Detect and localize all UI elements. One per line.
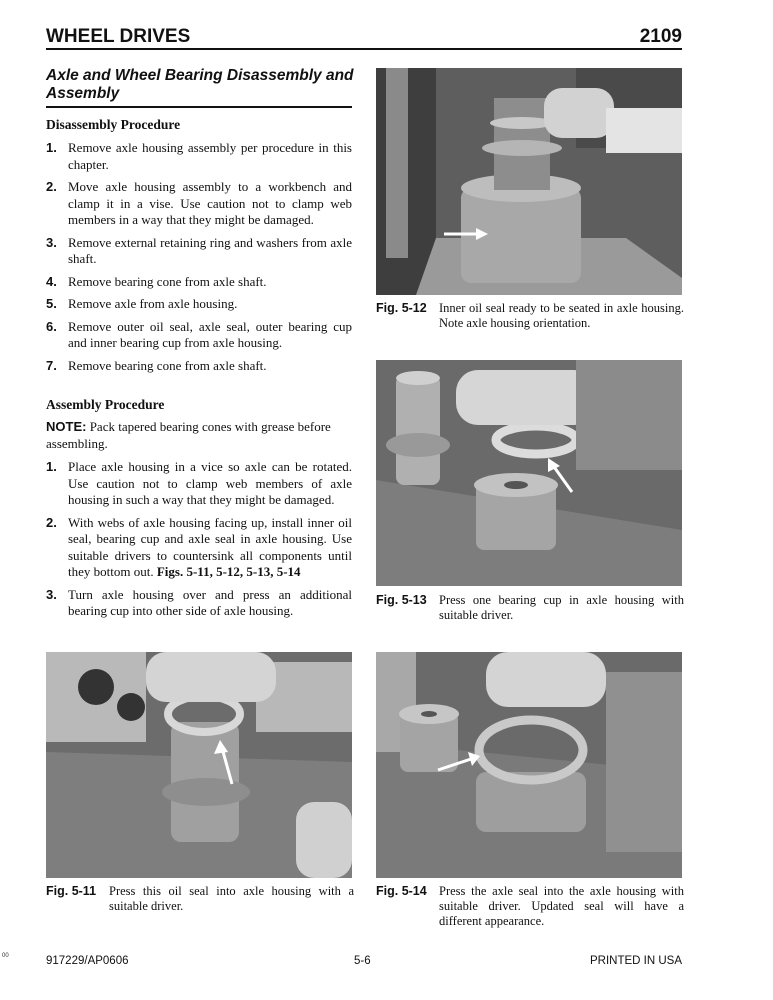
figure-caption: Press the axle seal into the axle housing with suitable driver. Updated seal will have a different appearance. (439, 884, 684, 928)
figure-label: Fig. 5-12 (376, 301, 427, 315)
step-number: 5. (46, 296, 57, 311)
section-title-rule (46, 106, 352, 108)
list-item (46, 459, 352, 509)
caption-fig-5-12 (376, 301, 684, 331)
list-item (46, 319, 352, 352)
list-item (46, 140, 352, 173)
list-item (46, 274, 352, 291)
figure-label: Fig. 5-11 (46, 884, 97, 898)
disassembly-steps (46, 140, 352, 380)
footer-doc-id: 917229/AP0606 (46, 955, 129, 967)
list-item (46, 179, 352, 229)
footer-page-number: 5-6 (354, 955, 371, 967)
step-text: Remove axle from axle housing. (68, 296, 238, 311)
step-text: Remove bearing cone from axle shaft. (68, 357, 267, 373)
step-text: Remove bearing cone from axle shaft. (68, 273, 267, 289)
assembly-steps (46, 459, 352, 626)
caption-fig-5-14 (376, 884, 684, 929)
step-number: 1. (46, 459, 57, 474)
step-text: With webs of axle housing facing up, install inner oil seal, bearing cup and axle seal in axle housing. Use suitable drivers to countersink all components until they bottom out. (68, 514, 352, 579)
section-title: Axle and Wheel Bearing Disassembly and Assembly (46, 67, 354, 102)
caption-fig-5-13 (376, 593, 684, 623)
list-item (46, 235, 352, 268)
figure-reference: Figs. 5-11, 5-12, 5-13, 5-14 (156, 564, 301, 579)
step-text: Place axle housing in a vice so axle can be rotated. Use caution not to clamp web members of axle housing in such a way that they might be damaged. (68, 459, 352, 507)
photo-fig-5-13 (376, 360, 682, 586)
step-number: 3. (46, 234, 57, 250)
photo-fig-5-12 (376, 68, 682, 295)
figure-caption: Press this oil seal into axle housing with a suitable driver. (109, 884, 354, 913)
assembly-note (46, 419, 352, 452)
step-number: 2. (46, 179, 57, 194)
figure-label: Fig. 5-14 (376, 884, 427, 898)
step-text: Move axle housing assembly to a workbench and clamp it in a vise. Use caution not to clamp web members in a way that they might be damaged. (68, 179, 352, 227)
photo-fig-5-14 (376, 652, 682, 878)
note-text: Pack tapered bearing cones with grease before assembling. (46, 419, 331, 451)
figure-caption: Press one bearing cup in axle housing with suitable driver. (439, 593, 684, 622)
disassembly-heading: Disassembly Procedure (46, 117, 181, 132)
step-number: 2. (46, 514, 57, 530)
note-label: NOTE: (46, 419, 87, 434)
running-header-title: WHEEL DRIVES (46, 26, 191, 47)
step-number: 1. (46, 140, 57, 155)
step-text: Remove external retaining ring and washers from axle shaft. (68, 234, 352, 266)
photo-fig-5-11 (46, 652, 352, 878)
step-number: 7. (46, 357, 57, 373)
list-item (46, 587, 352, 620)
step-number: 3. (46, 586, 57, 602)
footer-printed: PRINTED IN USA (589, 955, 682, 967)
header-rule (46, 48, 682, 50)
assembly-heading: Assembly Procedure (46, 397, 165, 412)
figure-caption: Inner oil seal ready to be seated in axle housing. Note axle housing orientation. (439, 301, 684, 330)
figure-label: Fig. 5-13 (376, 593, 427, 607)
list-item (46, 515, 352, 581)
footer-mark: 00 (2, 953, 9, 959)
step-text: Turn axle housing over and press an additional bearing cup into other side of axle housing. (68, 586, 352, 618)
list-item (46, 296, 352, 313)
step-text: Remove axle housing assembly per procedure in this chapter. (68, 140, 352, 172)
list-item (46, 358, 352, 375)
step-number: 6. (46, 318, 57, 334)
running-header-code: 2109 (639, 26, 682, 47)
step-text: Remove outer oil seal, axle seal, outer bearing cup and inner bearing cup from axle housing. (68, 318, 352, 350)
caption-fig-5-11 (46, 884, 354, 914)
step-number: 4. (46, 273, 57, 289)
